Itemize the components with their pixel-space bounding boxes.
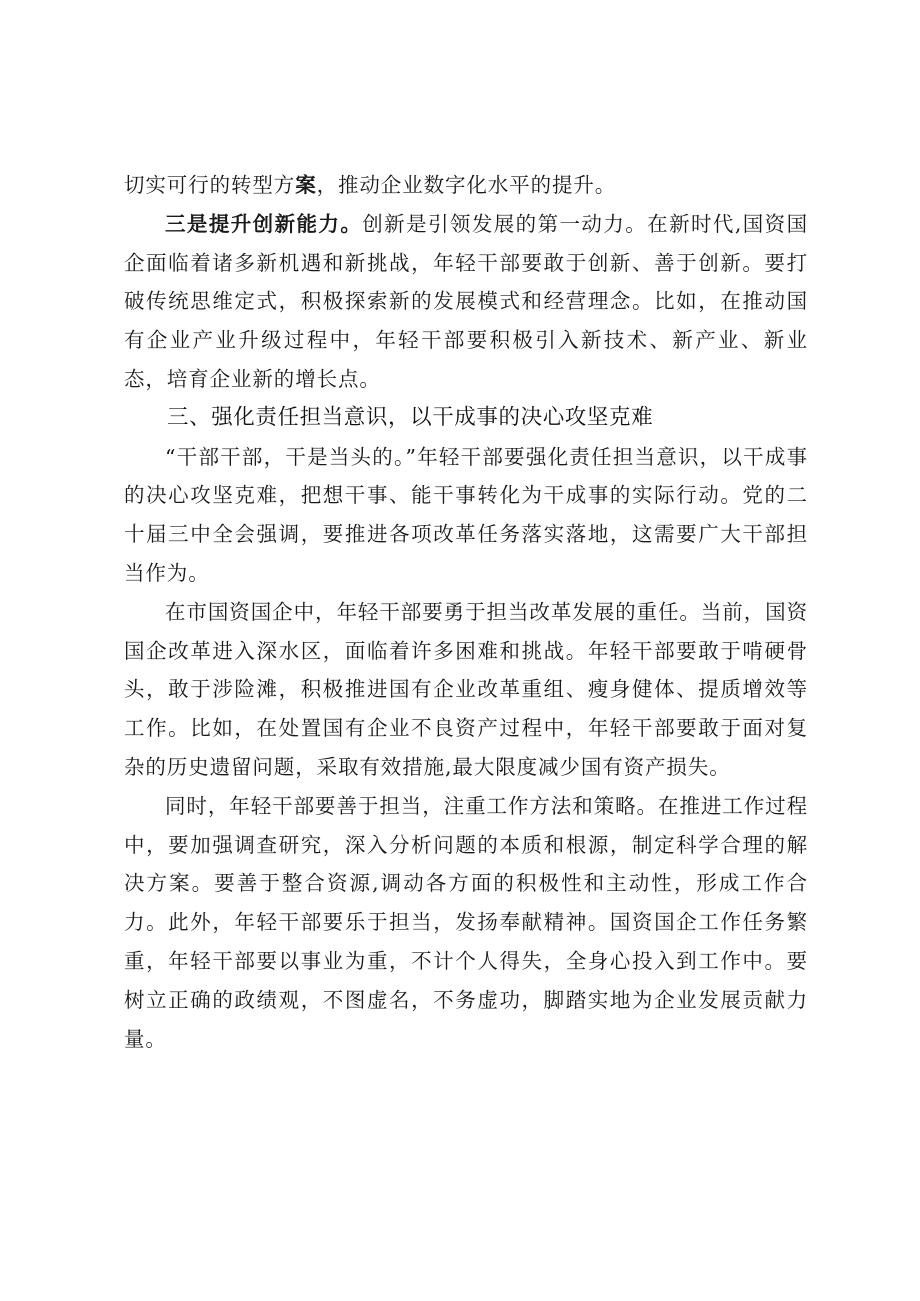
paragraph-methods: 同时，年轻干部要善于担当，注重工作方法和策略。在推进工作过程中，要加强调查研究，深入分析问题的本质和根源，制定科学合理的解决方案。要善于整合资源,调动各方面的积极性和主动性，形成工作合力。此外，年轻干部要乐于担当，发扬奉献精神。国资国企工作任务繁重，年轻干部要以事业为重，不计个人得失，全身心投入到工作中。要树立正确的政绩观，不图虚名，不务虚功，脚踏实地为企业发展贡献力量。	[124, 793, 808, 1051]
section-heading: 三、强化责任担当意识，以干成事的决心攻坚克难	[167, 404, 654, 430]
paragraph-text: 创新是引领发展的第一动力。在新时代,国资国企面临着诸多新机遇和新挑战，年轻干部要敢于创新、善于创新。要打破传统思维定式，积极探索新的发展模式和经营理念。比如，在推动国有企业产业升级过程中，年轻干部要积极引入新技术、新产业、新业态，培育企业新的增长点。	[124, 211, 808, 391]
document-body	[124, 166, 808, 1058]
paragraph-text: 切实可行的转型方	[124, 173, 296, 197]
paragraph-innovation	[124, 205, 808, 399]
paragraph-continuation	[124, 166, 808, 205]
paragraph-reform: 在市国资国企中，年轻干部要勇于担当改革发展的重任。当前，国资国企改革进入深水区，面临着许多困难和挑战。年轻干部要敢于啃硬骨头，敢于涉险滩，积极推进国有企业改革重组、瘦身健体、提质增效等工作。比如，在处置国有企业不良资产过程中，年轻干部要敢于面对复杂的历史遗留问题，采取有效措施,最大限度减少国有资产损失。	[124, 599, 808, 779]
paragraph-text: ，推动企业数字化水平的提升。	[316, 173, 617, 197]
emphasis-text: 案	[295, 173, 317, 197]
paragraph-quote: “干部干部，干是当头的。”年轻干部要强化责任担当意识，以干成事的决心攻坚克难，把想干事、能干事转化为干成事的实际行动。党的二十届三中全会强调，要推进各项改革任务落实落地，这需要广大干部担当作为。	[124, 444, 808, 585]
paragraph-lead: 三是提升创新能力。	[165, 211, 363, 236]
